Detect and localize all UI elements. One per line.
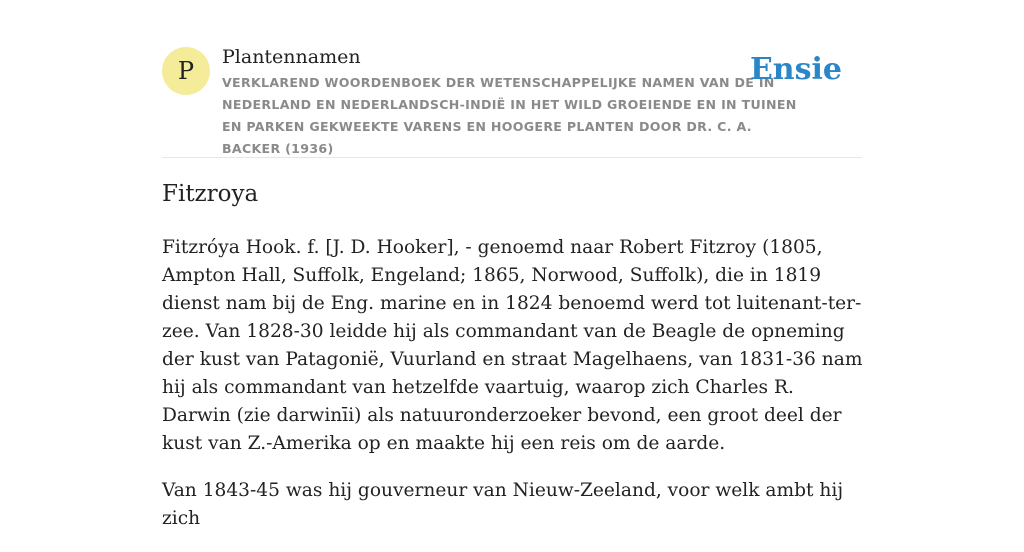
- entry-body: [162, 234, 867, 552]
- entry-paragraph-1: Fitzróya Hook. f. [J. D. Hooker], - genoemd naar Robert Fitzroy (1805, Ampton Hall, Suffolk, Engeland; 1865, Norwood, Suffolk), die in 1819 dienst nam bij de Eng. marine en in 1824 benoemd werd tot luitenant-ter-zee. Van 1828-30 leidde hij als commandant van de Beagle de opneming der kust van Patagonië, Vuurland en straat Magelhaens, van 1831-36 nam hij als commandant van hetzelfde vaartuig, waarop zich Charles R. Darwin (zie darwinīi) als natuuronderzoeker bevond, een groot deel der kust van Z.-Amerika op en maakte hij een reis om de aarde.: [162, 237, 863, 454]
- book-title[interactable]: Plantennamen: [222, 46, 361, 68]
- ensie-logo-link[interactable]: Ensie: [749, 52, 842, 87]
- entry-title: Fitzroya: [162, 181, 259, 207]
- book-avatar[interactable]: P: [162, 47, 210, 95]
- entry-paragraph-2: Van 1843-45 was hij gouverneur van Nieuw-Zeeland, voor welk ambt hij zich: [162, 480, 844, 529]
- book-subtitle: VERKLAREND WOORDENBOEK DER WETENSCHAPPELIJKE NAMEN VAN DE IN NEDERLAND EN NEDERLANDSCH-INDIË IN HET WILD GROEIENDE EN IN TUINEN EN PARKEN GEKWEEKTE VARENS EN HOOGERE PLANTEN DOOR DR. C. A. BACKER (1936): [222, 75, 797, 156]
- book-header: [162, 44, 862, 158]
